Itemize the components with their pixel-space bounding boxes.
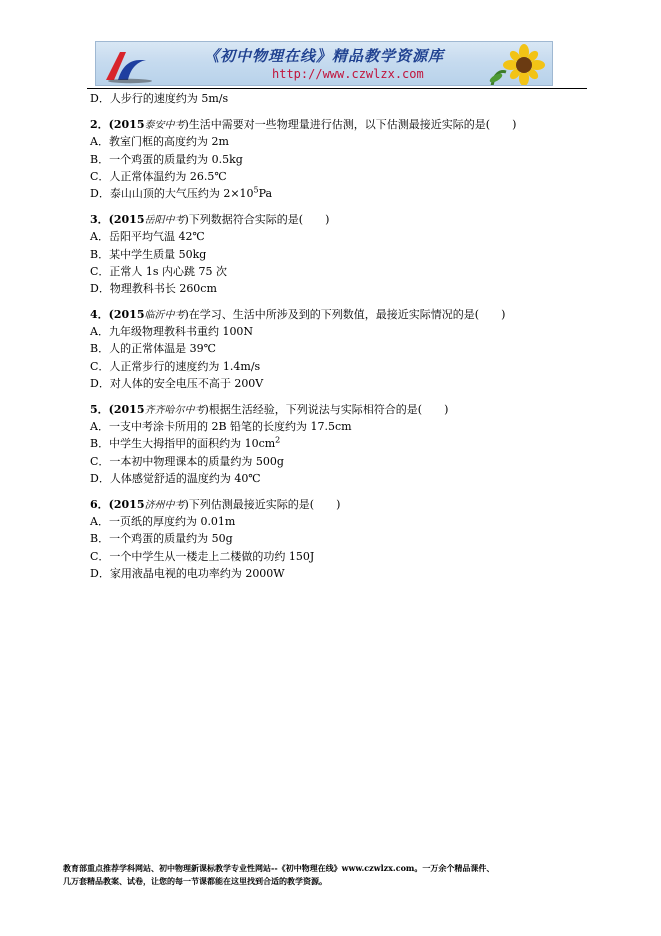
- q4-stem-text: )在学习、生活中所涉及到的下列数值，最接近实际情况的是( ): [184, 308, 506, 322]
- q5-option-c: C．一本初中物理课本的质量约为 500g: [90, 454, 284, 468]
- q6-stem-text: )下列估测最接近实际的是( ): [184, 497, 341, 511]
- q6-option-b: B．一个鸡蛋的质量约为 50g: [90, 532, 233, 546]
- q4-option-d: D．对人体的安全电压不高于 200V: [90, 376, 264, 390]
- q2-stem: [90, 116, 600, 133]
- q3-stem-text: )下列数据符合实际的是( ): [184, 213, 330, 227]
- q2-year: (2015: [108, 118, 145, 132]
- q2-source: 泰安中考: [144, 120, 185, 132]
- q6-source: 济州中考: [144, 499, 185, 511]
- q4-option-a: A．九年级物理教科书重约 100N: [90, 325, 254, 339]
- q6-option-d: D．家用液晶电视的电功率约为 2000W: [90, 566, 285, 580]
- q2-option-b: B．一个鸡蛋的质量约为 0.5kg: [90, 152, 243, 166]
- q3-number: 3．: [90, 213, 109, 227]
- q4-year: (2015: [108, 308, 145, 322]
- q5-option-b: [90, 435, 600, 452]
- q3-option-d: D．物理教科书长 260cm: [90, 281, 217, 295]
- q4-option-c: C．人正常步行的速度约为 1.4m/s: [90, 359, 261, 373]
- site-logo-icon: [100, 46, 156, 84]
- q5-source: 齐齐哈尔中考: [144, 405, 205, 416]
- q5-number: 5．: [90, 403, 109, 416]
- q6-year: (2015: [108, 497, 145, 511]
- q5-option-a: A．一支中考涂卡所用的 2B 铅笔的长度约为 17.5cm: [90, 420, 352, 434]
- q3-option-c: C．正常人 1s 内心跳 75 次: [90, 264, 228, 278]
- q2-option-d: [90, 185, 600, 202]
- q3-option-b: B．某中学生质量 50kg: [90, 247, 207, 261]
- q2-option-d-unit: Pa: [258, 186, 273, 200]
- header-rule: [87, 88, 587, 89]
- q6-option-a: A．一页纸的厚度约为 0.01m: [90, 515, 236, 529]
- q1-option-d: D．人步行的速度约为 5m/s: [90, 92, 229, 105]
- q5-stem-text: )根据生活经验，下列说法与实际相符合的是( ): [204, 403, 449, 416]
- sunflower-icon: [484, 44, 546, 86]
- question-content: [90, 90, 600, 582]
- q3-source: 岳阳中考: [144, 215, 185, 227]
- q4-source: 临沂中考: [144, 310, 185, 322]
- banner-title: 《初中物理在线》精品教学资源库: [204, 47, 445, 65]
- q2-option-a: A．教室门框的高度约为 2m: [90, 135, 229, 149]
- q2-option-d-text: D．泰山山顶的大气压约为 2×10: [90, 186, 254, 200]
- q2-number: 2．: [90, 118, 109, 132]
- q6-number: 6．: [90, 497, 109, 511]
- q4-stem: [90, 306, 600, 323]
- footer-line-2: 几万套精品教案、试卷，让您的每一节课都能在这里找到合适的教学资源。: [63, 876, 327, 886]
- page-footer: [63, 862, 603, 888]
- q5-option-b-text: B．中学生大拇指甲的面积约为 10cm: [90, 437, 276, 451]
- q6-option-c: C．一个中学生从一楼走上二楼做的功约 150J: [90, 549, 315, 563]
- q3-option-a: A．岳阳平均气温 42℃: [90, 230, 205, 244]
- q3-stem: [90, 211, 600, 228]
- q5-option-b-exponent: 2: [275, 435, 281, 445]
- q2-option-c: C．人正常体温约为 26.5℃: [90, 169, 227, 183]
- header-banner: [95, 41, 553, 86]
- q2-stem-text: )生活中需要对一些物理量进行估测，以下估测最接近实际的是( ): [184, 118, 517, 132]
- q4-option-b: B．人的正常体温是 39℃: [90, 342, 216, 356]
- q6-stem: [90, 496, 600, 513]
- q5-option-d: D．人体感觉舒适的温度约为 40℃: [90, 471, 261, 485]
- q5-year: (2015: [108, 403, 145, 416]
- q2-option-d-exponent: 5: [253, 185, 259, 195]
- q5-stem: [90, 401, 600, 418]
- q3-year: (2015: [108, 213, 145, 227]
- banner-url[interactable]: http://www.czwlzx.com: [272, 67, 424, 81]
- q4-number: 4．: [90, 308, 109, 322]
- footer-line-1: 教育部重点推荐学科网站、初中物理新课标教学专业性网站--《初中物理在线》www.czwlzx.com。一万余个精品课件、: [63, 863, 495, 873]
